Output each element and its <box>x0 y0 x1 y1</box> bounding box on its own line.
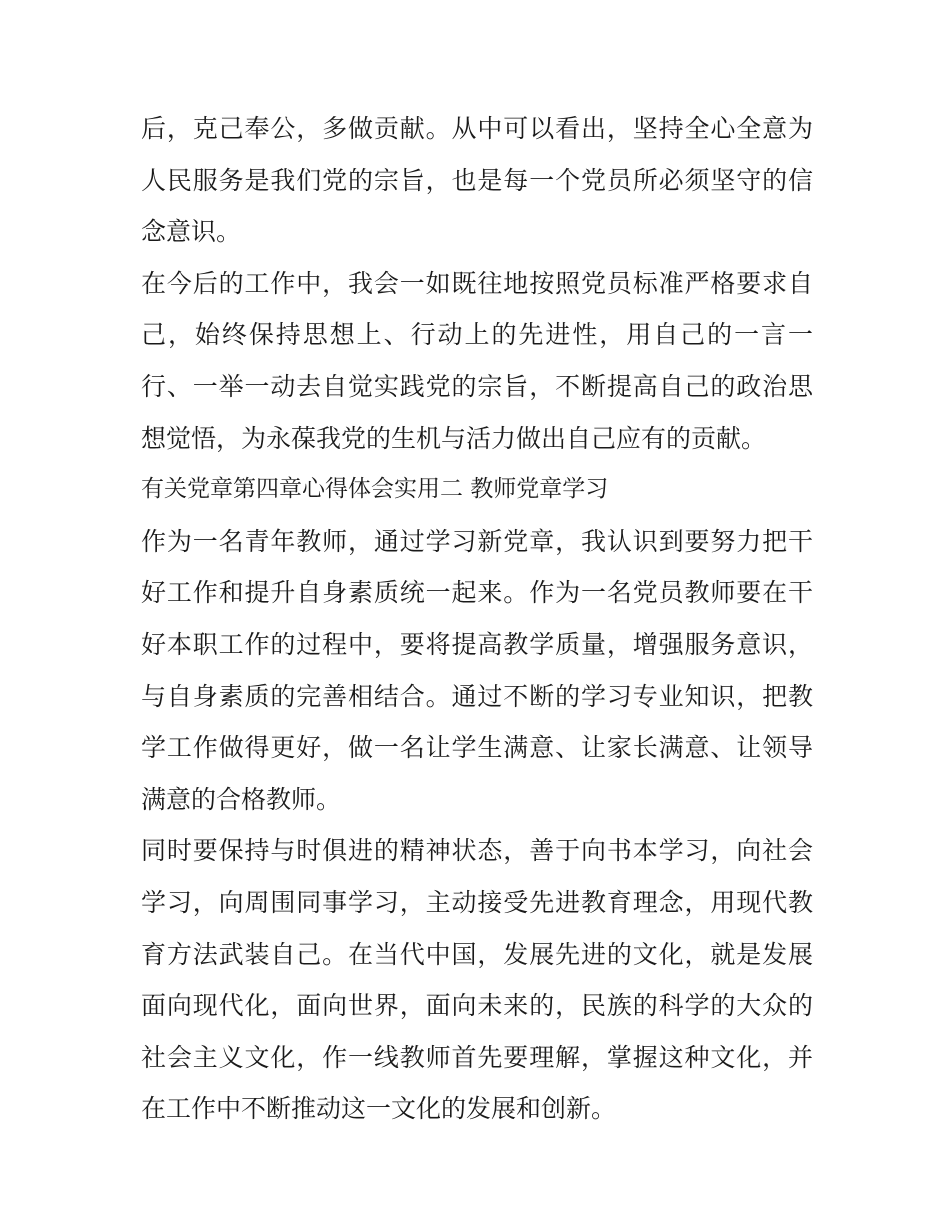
paragraph-young-teacher: 作为一名青年教师，通过学习新党章，我认识到要努力把干好工作和提升自身素质统一起来。作为一名党员教师要在干好本职工作的过程中，要将提高教学质量，增强服务意识，与自身素质的完善相结合。通过不断的学习专业知识，把教学工作做得更好，做一名让学生满意、让家长满意、让领导满意的合格教师。 <box>141 526 813 814</box>
paragraph-party-purpose: 后，克己奉公，多做贡献。从中可以看出，坚持全心全意为人民服务是我们党的宗旨，也是每一个党员所必须坚守的信念意识。 <box>141 114 813 247</box>
paragraph-future-work: 在今后的工作中，我会一如既往地按照党员标准严格要求自己，始终保持思想上、行动上的先进性，用自己的一言一行、一举一动去自觉实践党的宗旨，不断提高自己的政治思想觉悟，为永葆我党的生机与活力做出自己应有的贡献。 <box>141 268 813 453</box>
section-heading: 有关党章第四章心得体会实用二 教师党章学习 <box>141 476 609 503</box>
document-body <box>141 103 813 1135</box>
paragraph-keep-pace: 同时要保持与时俱进的精神状态，善于向书本学习，向社会学习，向周围同事学习，主动接受先进教育理念，用现代教育方法武装自己。在当代中国，发展先进的文化，就是发展面向现代化，面向世界，面向未来的，民族的科学的大众的社会主义文化，作一线教师首先要理解，掌握这种文化，并在工作中不断推动这一文化的发展和创新。 <box>141 836 813 1124</box>
